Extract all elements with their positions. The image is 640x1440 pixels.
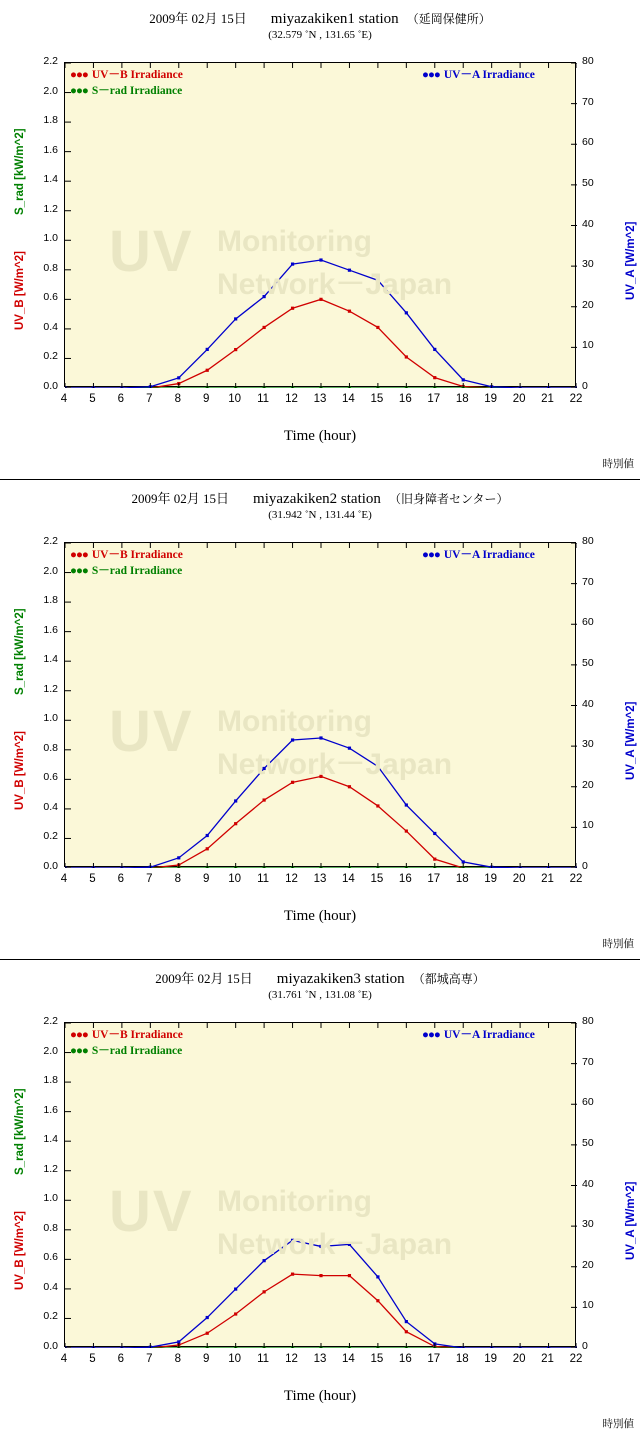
- y-axis-label-right: 40: [582, 217, 594, 230]
- series-marker: [348, 269, 351, 272]
- x-axis-label: 18: [455, 1353, 469, 1365]
- y-axis-label-left: 1.2: [43, 682, 58, 695]
- panel-place: （延岡保健所）: [406, 12, 491, 26]
- x-axis-label: 5: [89, 393, 96, 405]
- legend-dots-icon: ●●●: [70, 69, 88, 81]
- x-axis-label: 16: [398, 873, 412, 885]
- legend-uva: [422, 1026, 535, 1042]
- y-axis-label-left: 0.4: [43, 800, 58, 813]
- x-axis-label: 17: [427, 1353, 441, 1365]
- series-marker: [319, 298, 322, 301]
- x-axis-label: 15: [370, 873, 384, 885]
- x-axis-label: 22: [569, 873, 583, 885]
- x-axis-label: 7: [146, 393, 153, 405]
- watermark-line3: Network－Japan: [217, 748, 453, 781]
- series-marker: [376, 1299, 379, 1302]
- panel-station: miyazakiken1 station: [270, 11, 399, 27]
- panel-station: miyazakiken3 station: [276, 971, 405, 987]
- y-axis-label-right: 50: [582, 1136, 594, 1149]
- x-axis-label: 11: [257, 393, 270, 405]
- y-axis-label-left: 0.0: [43, 380, 58, 392]
- x-axis-label: 9: [203, 393, 210, 405]
- series-marker: [405, 1330, 408, 1333]
- series-marker: [291, 781, 294, 784]
- y-axis-label-left: 1.8: [43, 1074, 58, 1087]
- legend-srad-label: S－rad Irradiance: [91, 1045, 183, 1057]
- x-axis-label: 5: [89, 1353, 96, 1365]
- y-axis-label-left: 1.2: [43, 202, 58, 215]
- x-axis-label: 7: [146, 1353, 153, 1365]
- series-marker: [376, 804, 379, 807]
- y-axis-label-left: 0.8: [43, 741, 58, 754]
- x-axis-label: 4: [60, 393, 68, 405]
- y-axis-label-left: 0.0: [43, 1340, 58, 1352]
- series-marker: [376, 1275, 379, 1278]
- series-marker: [263, 767, 266, 770]
- x-axis-label: 20: [512, 393, 526, 405]
- legend-dots-icon: ●●●: [70, 85, 88, 97]
- x-axis-label: 10: [228, 393, 242, 405]
- y-axis-label-left: 1.0: [43, 712, 58, 725]
- series-marker: [433, 376, 436, 379]
- y-axis-label-right: 40: [582, 1177, 594, 1190]
- series-line-0: [65, 299, 577, 388]
- panel-coordinates: (31.942 ˚N , 131.44 ˚E): [268, 509, 372, 521]
- series-line-2: [65, 260, 577, 388]
- footer-note: 時別値: [602, 1419, 634, 1430]
- x-axis-label: 4: [60, 873, 68, 885]
- series-marker: [206, 1332, 209, 1335]
- x-axis-label: 19: [484, 873, 498, 885]
- y-axis-label-right: 60: [582, 136, 594, 149]
- x-axis-label: 7: [146, 873, 153, 885]
- y-axis-title-uva: UV_A [W/m^2]: [625, 221, 637, 300]
- y-axis-label-left: 1.8: [43, 594, 58, 607]
- series-marker: [234, 348, 237, 351]
- x-axis-label: 10: [228, 1353, 242, 1365]
- y-axis-title-uvb: UV_B [W/m^2]: [14, 251, 26, 330]
- panel-title: [0, 488, 640, 508]
- x-axis-label: 21: [541, 1353, 554, 1365]
- y-axis-label-left: 0.8: [43, 261, 58, 274]
- series-layer: [65, 1023, 577, 1348]
- panel-date: 2009年 02月 15日: [149, 11, 247, 26]
- x-axis-label: 22: [569, 1353, 583, 1365]
- series-marker: [206, 834, 209, 837]
- series-marker: [291, 738, 294, 741]
- y-axis-label-left: 2.2: [43, 535, 58, 547]
- y-axis-label-left: 1.4: [43, 173, 58, 186]
- x-axis-label: 12: [285, 1353, 298, 1365]
- x-axis-label: 4: [60, 1353, 68, 1365]
- series-line-2: [65, 738, 577, 868]
- y-axis-label-left: 1.0: [43, 1192, 58, 1205]
- x-axis-label: 13: [313, 1353, 327, 1365]
- legend-uva-label: UV－A Irradiance: [443, 69, 535, 81]
- y-axis-label-right: 0: [582, 860, 588, 872]
- series-marker: [319, 258, 322, 261]
- legend-uvb-label: UV－B Irradiance: [91, 69, 183, 81]
- x-axis-label: 6: [117, 873, 125, 885]
- watermark-line2: Monitoring: [217, 1185, 372, 1218]
- series-marker: [405, 311, 408, 314]
- y-axis-label-right: 30: [582, 738, 594, 751]
- y-axis-label-right: 70: [582, 95, 594, 108]
- panel-station: miyazakiken2 station: [253, 491, 381, 507]
- y-axis-label-left: 1.0: [43, 232, 58, 245]
- x-axis-label: 19: [484, 1353, 498, 1365]
- x-axis-label: 20: [512, 873, 526, 885]
- legend-uvb: [70, 1026, 183, 1042]
- series-marker: [405, 829, 408, 832]
- y-axis-title-srad: S_rad [kW/m^2]: [14, 128, 26, 215]
- x-axis-label: 21: [541, 393, 554, 405]
- series-marker: [319, 736, 322, 739]
- series-marker: [433, 858, 436, 861]
- legend-srad: [70, 82, 182, 98]
- series-marker: [234, 317, 237, 320]
- y-axis-label-left: 0.2: [43, 350, 58, 363]
- y-axis-label-left: 0.4: [43, 320, 58, 333]
- y-axis-title-uva: UV_A [W/m^2]: [625, 701, 637, 780]
- y-axis-label-right: 60: [582, 616, 594, 629]
- series-marker: [206, 348, 209, 351]
- panel-place: （旧身障者センター）: [388, 492, 509, 506]
- x-axis-label: 14: [342, 873, 355, 885]
- x-axis-label: 8: [174, 873, 181, 885]
- panel-coordinates: (32.579 ˚N , 131.65 ˚E): [268, 29, 372, 41]
- x-axis-label: 18: [455, 873, 469, 885]
- panel-date: 2009年 02月 15日: [155, 971, 253, 986]
- chart-panel: [0, 960, 640, 1440]
- y-axis-label-right: 60: [582, 1096, 594, 1109]
- y-axis-label-left: 1.6: [43, 1103, 58, 1116]
- y-axis-label-right: 80: [582, 535, 594, 547]
- y-axis-label-right: 0: [582, 380, 588, 392]
- series-marker: [177, 376, 180, 379]
- series-marker: [263, 1259, 266, 1262]
- y-axis-label-left: 1.4: [43, 1133, 58, 1146]
- series-line-0: [65, 1274, 577, 1348]
- footer-note: 時別値: [602, 459, 634, 470]
- watermark-line1: UV: [109, 699, 194, 764]
- x-axis-label: 10: [228, 873, 242, 885]
- legend-uva-label: UV－A Irradiance: [443, 549, 535, 561]
- series-marker: [291, 1239, 294, 1242]
- watermark-line3: Network－Japan: [217, 268, 453, 301]
- series-marker: [206, 847, 209, 850]
- series-layer: [65, 543, 577, 868]
- watermark-line1: UV: [109, 1179, 194, 1244]
- series-marker: [291, 262, 294, 265]
- legend-dots-icon: ●●●: [70, 549, 88, 561]
- chart-panel: [0, 480, 640, 960]
- series-marker: [234, 1287, 237, 1290]
- y-axis-label-right: 10: [582, 819, 594, 832]
- watermark-line2: Monitoring: [217, 705, 372, 738]
- y-axis-label-right: 10: [582, 1299, 594, 1312]
- y-axis-label-right: 0: [582, 1340, 588, 1352]
- x-axis-label: 8: [174, 393, 181, 405]
- series-marker: [206, 369, 209, 372]
- series-marker: [348, 747, 351, 750]
- x-axis-title: Time (hour): [283, 908, 357, 924]
- panel-date: 2009年 02月 15日: [131, 491, 230, 506]
- x-axis-label: 12: [285, 873, 298, 885]
- x-axis-label: 9: [203, 1353, 210, 1365]
- legend-dots-icon: ●●●: [70, 1029, 88, 1041]
- series-marker: [263, 798, 266, 801]
- legend-srad-label: S－rad Irradiance: [91, 565, 183, 577]
- y-axis-label-left: 1.8: [43, 114, 58, 127]
- y-axis-label-left: 2.2: [43, 1015, 58, 1027]
- series-marker: [348, 1274, 351, 1277]
- y-axis-label-right: 80: [582, 1015, 594, 1027]
- y-axis-title-uva: UV_A [W/m^2]: [625, 1181, 637, 1260]
- y-axis-label-right: 20: [582, 1258, 594, 1271]
- series-marker: [263, 326, 266, 329]
- series-marker: [206, 1316, 209, 1319]
- series-marker: [348, 310, 351, 313]
- legend-dots-icon: ●●●: [70, 1045, 88, 1057]
- series-line-2: [65, 1240, 577, 1348]
- panel-title: [0, 8, 640, 28]
- y-axis-label-right: 50: [582, 656, 594, 669]
- series-marker: [348, 785, 351, 788]
- y-axis-label-right: 30: [582, 258, 594, 271]
- series-marker: [234, 822, 237, 825]
- panel-place: （都城高専）: [412, 972, 485, 986]
- x-axis-label: 11: [257, 873, 270, 885]
- panel-title: [0, 968, 640, 988]
- series-marker: [405, 355, 408, 358]
- x-axis-label: 19: [484, 393, 498, 405]
- x-axis-label: 21: [541, 873, 554, 885]
- y-axis-label-left: 0.6: [43, 291, 58, 304]
- legend-uva: [422, 66, 535, 82]
- legend-srad: [70, 562, 182, 578]
- y-axis-label-left: 0.0: [43, 860, 58, 872]
- legend-uvb-label: UV－B Irradiance: [91, 549, 183, 561]
- legend-dots-icon: ●●●: [70, 565, 88, 577]
- x-axis-label: 17: [427, 393, 441, 405]
- legend-uva: [422, 546, 535, 562]
- legend-dots-icon: ●●●: [422, 69, 440, 81]
- y-axis-label-right: 50: [582, 176, 594, 189]
- y-axis-title-srad: S_rad [kW/m^2]: [14, 608, 26, 695]
- y-axis-label-left: 2.2: [43, 55, 58, 67]
- series-marker: [462, 378, 465, 381]
- y-axis-title-uvb: UV_B [W/m^2]: [14, 1211, 26, 1290]
- x-axis-label: 16: [398, 393, 412, 405]
- x-axis-label: 13: [313, 393, 327, 405]
- x-axis-title: Time (hour): [283, 1388, 357, 1404]
- series-marker: [348, 1243, 351, 1246]
- y-axis-label-left: 0.2: [43, 1310, 58, 1323]
- legend-uvb-label: UV－B Irradiance: [91, 1029, 183, 1041]
- series-marker: [433, 832, 436, 835]
- x-axis-label: 8: [174, 1353, 181, 1365]
- y-axis-label-left: 1.6: [43, 143, 58, 156]
- series-layer: [65, 63, 577, 388]
- y-axis-label-right: 20: [582, 298, 594, 311]
- y-axis-label-left: 1.6: [43, 623, 58, 636]
- y-axis-label-left: 0.4: [43, 1280, 58, 1293]
- y-axis-label-left: 2.0: [43, 84, 58, 97]
- y-axis-label-right: 80: [582, 55, 594, 67]
- y-axis-label-right: 70: [582, 575, 594, 588]
- y-axis-label-left: 1.2: [43, 1162, 58, 1175]
- legend-dots-icon: ●●●: [422, 1029, 440, 1041]
- series-marker: [376, 279, 379, 282]
- plot-area: [64, 62, 576, 387]
- plot-area: [64, 542, 576, 867]
- y-axis-label-right: 20: [582, 778, 594, 791]
- series-marker: [263, 1290, 266, 1293]
- watermark-line1: UV: [109, 219, 194, 284]
- series-marker: [319, 775, 322, 778]
- x-axis-label: 15: [370, 1353, 384, 1365]
- series-marker: [376, 326, 379, 329]
- series-marker: [291, 307, 294, 310]
- series-marker: [234, 1312, 237, 1315]
- x-axis-label: 11: [257, 1353, 270, 1365]
- x-axis-label: 18: [455, 393, 469, 405]
- watermark-line2: Monitoring: [217, 225, 372, 258]
- x-axis-title: Time (hour): [283, 428, 357, 444]
- y-axis-label-left: 1.4: [43, 653, 58, 666]
- series-marker: [405, 803, 408, 806]
- series-marker: [405, 1320, 408, 1323]
- series-marker: [433, 348, 436, 351]
- x-axis-label: 6: [117, 1353, 125, 1365]
- x-axis-label: 14: [342, 393, 355, 405]
- y-axis-label-right: 70: [582, 1055, 594, 1068]
- series-marker: [319, 1274, 322, 1277]
- series-marker: [263, 295, 266, 298]
- y-axis-label-left: 0.8: [43, 1221, 58, 1234]
- y-axis-label-left: 0.2: [43, 830, 58, 843]
- series-marker: [291, 1273, 294, 1276]
- x-axis-label: 6: [117, 393, 125, 405]
- x-axis-label: 20: [512, 1353, 526, 1365]
- legend-srad: [70, 1042, 182, 1058]
- x-axis-label: 22: [569, 393, 583, 405]
- series-marker: [234, 799, 237, 802]
- plot-area: [64, 1022, 576, 1347]
- legend-uvb: [70, 546, 183, 562]
- y-axis-title-uvb: UV_B [W/m^2]: [14, 731, 26, 810]
- y-axis-title-srad: S_rad [kW/m^2]: [14, 1088, 26, 1175]
- x-axis-label: 5: [89, 873, 96, 885]
- legend-dots-icon: ●●●: [422, 549, 440, 561]
- x-axis-label: 12: [285, 393, 298, 405]
- legend-uvb: [70, 66, 183, 82]
- series-line-0: [65, 776, 577, 868]
- legend-uva-label: UV－A Irradiance: [443, 1029, 535, 1041]
- y-axis-label-right: 10: [582, 339, 594, 352]
- y-axis-label-left: 0.6: [43, 771, 58, 784]
- y-axis-label-right: 30: [582, 1218, 594, 1231]
- legend-srad-label: S－rad Irradiance: [91, 85, 183, 97]
- x-axis-label: 16: [398, 1353, 412, 1365]
- x-axis-label: 13: [313, 873, 327, 885]
- series-marker: [319, 1245, 322, 1248]
- x-axis-label: 17: [427, 873, 441, 885]
- y-axis-label-right: 40: [582, 697, 594, 710]
- panel-coordinates: (31.761 ˚N , 131.08 ˚E): [268, 989, 372, 1001]
- y-axis-label-left: 2.0: [43, 1044, 58, 1057]
- y-axis-label-left: 2.0: [43, 564, 58, 577]
- chart-panel: [0, 0, 640, 480]
- x-axis-label: 15: [370, 393, 384, 405]
- series-marker: [177, 856, 180, 859]
- y-axis-label-left: 0.6: [43, 1251, 58, 1264]
- series-marker: [376, 765, 379, 768]
- x-axis-label: 9: [203, 873, 210, 885]
- watermark-line3: Network－Japan: [217, 1228, 453, 1261]
- footer-note: 時別値: [602, 939, 634, 950]
- x-axis-label: 14: [342, 1353, 355, 1365]
